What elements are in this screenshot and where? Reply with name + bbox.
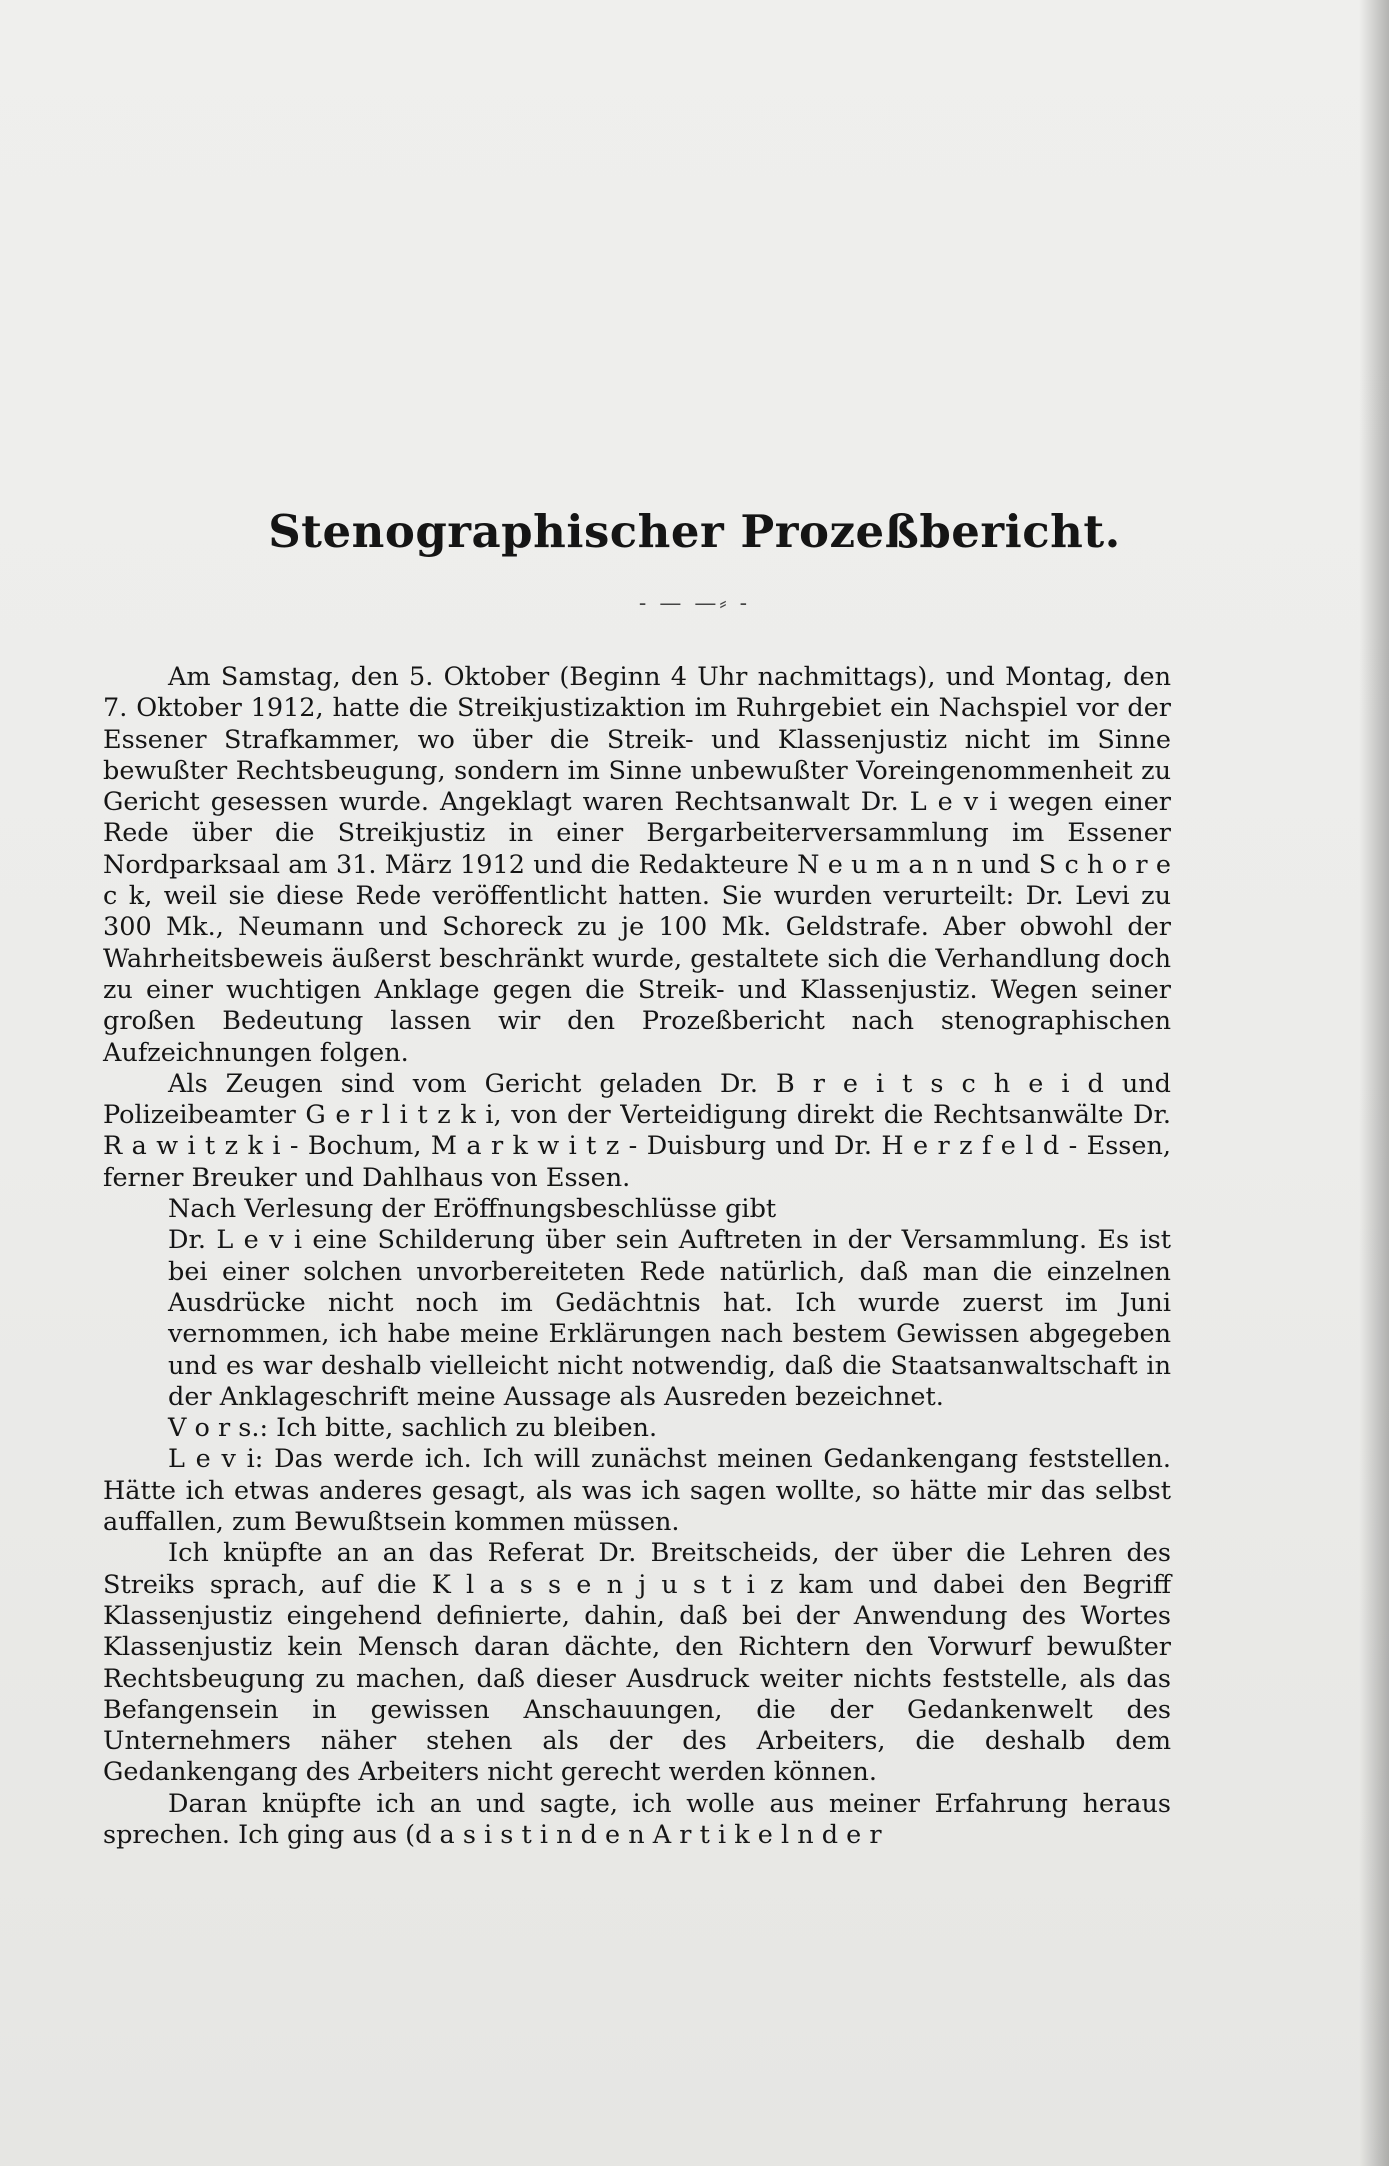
paragraph-chair-remark: V o r s.: Ich bitte, sachlich zu bleiben. — [168, 1413, 658, 1444]
paragraph-levi-reply: L e v i: Das werde ich. Ich will zunächst meinen Gedankengang feststellen. Hätte ich etwas anderes gesagt, als was ich sagen wollte, so hätte mir das selbst auffallen, zum Bewußtsein kommen müssen. — [103, 1444, 1171, 1538]
paragraph-breitscheid-referat: Ich knüpfte an an das Referat Dr. Breitscheids, der über die Lehren des Streiks sprach, auf die K l a s s e n j u s t i z kam und dabei den Begriff Klassenjustiz eingehend definierte, dahin, daß bei der Anwendung des Wortes Klassenjustiz kein Mensch daran dächte, den Richtern den Vorwurf bewußter Rechtsbeugung zu machen, daß dieser Ausdruck weiter nichts feststelle, als das Befangensein in gewissen Anschauungen, die der Gedankenwelt des Unternehmers näher stehen als der des Arbeiters, die deshalb dem Gedankengang des Arbeiters nicht gerecht werden können. — [103, 1538, 1171, 1788]
document-title: Stenographischer Prozeßbericht. — [268, 505, 1121, 558]
paragraph-levi-statement: Dr. L e v i eine Schilderung über sein Auftreten in der Versammlung. Es ist bei einer solchen unvorbereiteten Rede natürlich, daß man die einzelnen Ausdrücke nicht noch im Gedächtnis hat. Ich wurde zuerst im Juni vernommen, ich habe meine Erklärungen nach bestem Gewissen abgegeben und es war deshalb vielleicht nicht notwendig, daß die Staatsanwaltschaft in der Anklageschrift meine Aussage als Ausreden bezeichnet. — [168, 1225, 1171, 1412]
paragraph-reading: Nach Verlesung der Eröffnungsbeschlüsse gibt — [168, 1194, 777, 1225]
page-edge-shadow — [1359, 0, 1389, 2166]
title-ornament: - — —⸗ - — [638, 591, 751, 616]
paragraph-experience: Daran knüpfte ich an und sagte, ich wolle aus meiner Erfahrung heraus sprechen. Ich ging aus (d a s i s t i n d e n A r t i k e l n d e r — [103, 1788, 1171, 1850]
document-body — [103, 662, 1171, 1851]
paragraph-intro: Am Samstag, den 5. Oktober (Beginn 4 Uhr nachmittags), und Montag, den 7. Oktober 1912, hatte die Streikjustizaktion im Ruhrgebiet ein Nachspiel vor der Essener Strafkammer, wo über die Streik- und Klassenjustiz nicht im Sinne bewußter Rechtsbeugung, sondern im Sinne unbewußter Voreingenommenheit zu Gericht gesessen wurde. Angeklagt waren Rechtsanwalt Dr. L e v i wegen einer Rede über die Streikjustiz in einer Bergarbeiterversammlung im Essener Nordparksaal am 31. März 1912 und die Redakteure N e u m a n n und S c h o r e c k, weil sie diese Rede veröffentlicht hatten. Sie wurden verurteilt: Dr. Levi zu 300 Mk., Neumann und Schoreck zu je 100 Mk. Geldstrafe. Aber obwohl der Wahrheitsbeweis äußerst beschränkt wurde, gestaltete sich die Verhandlung doch zu einer wuchtigen Anklage gegen die Streik- und Klassenjustiz. Wegen seiner großen Bedeutung lassen wir den Prozeßbericht nach stenographischen Aufzeichnungen folgen. — [103, 662, 1171, 1068]
paragraph-witnesses: Als Zeugen sind vom Gericht geladen Dr. B r e i t s c h e i d und Polizeibeamter G e r l i t z k i, von der Verteidigung direkt die Rechtsanwälte Dr. R a w i t z k i - Bochum, M a r k w i t z - Duisburg und Dr. H e r z f e l d - Essen, ferner Breuker und Dahlhaus von Essen. — [103, 1068, 1171, 1193]
